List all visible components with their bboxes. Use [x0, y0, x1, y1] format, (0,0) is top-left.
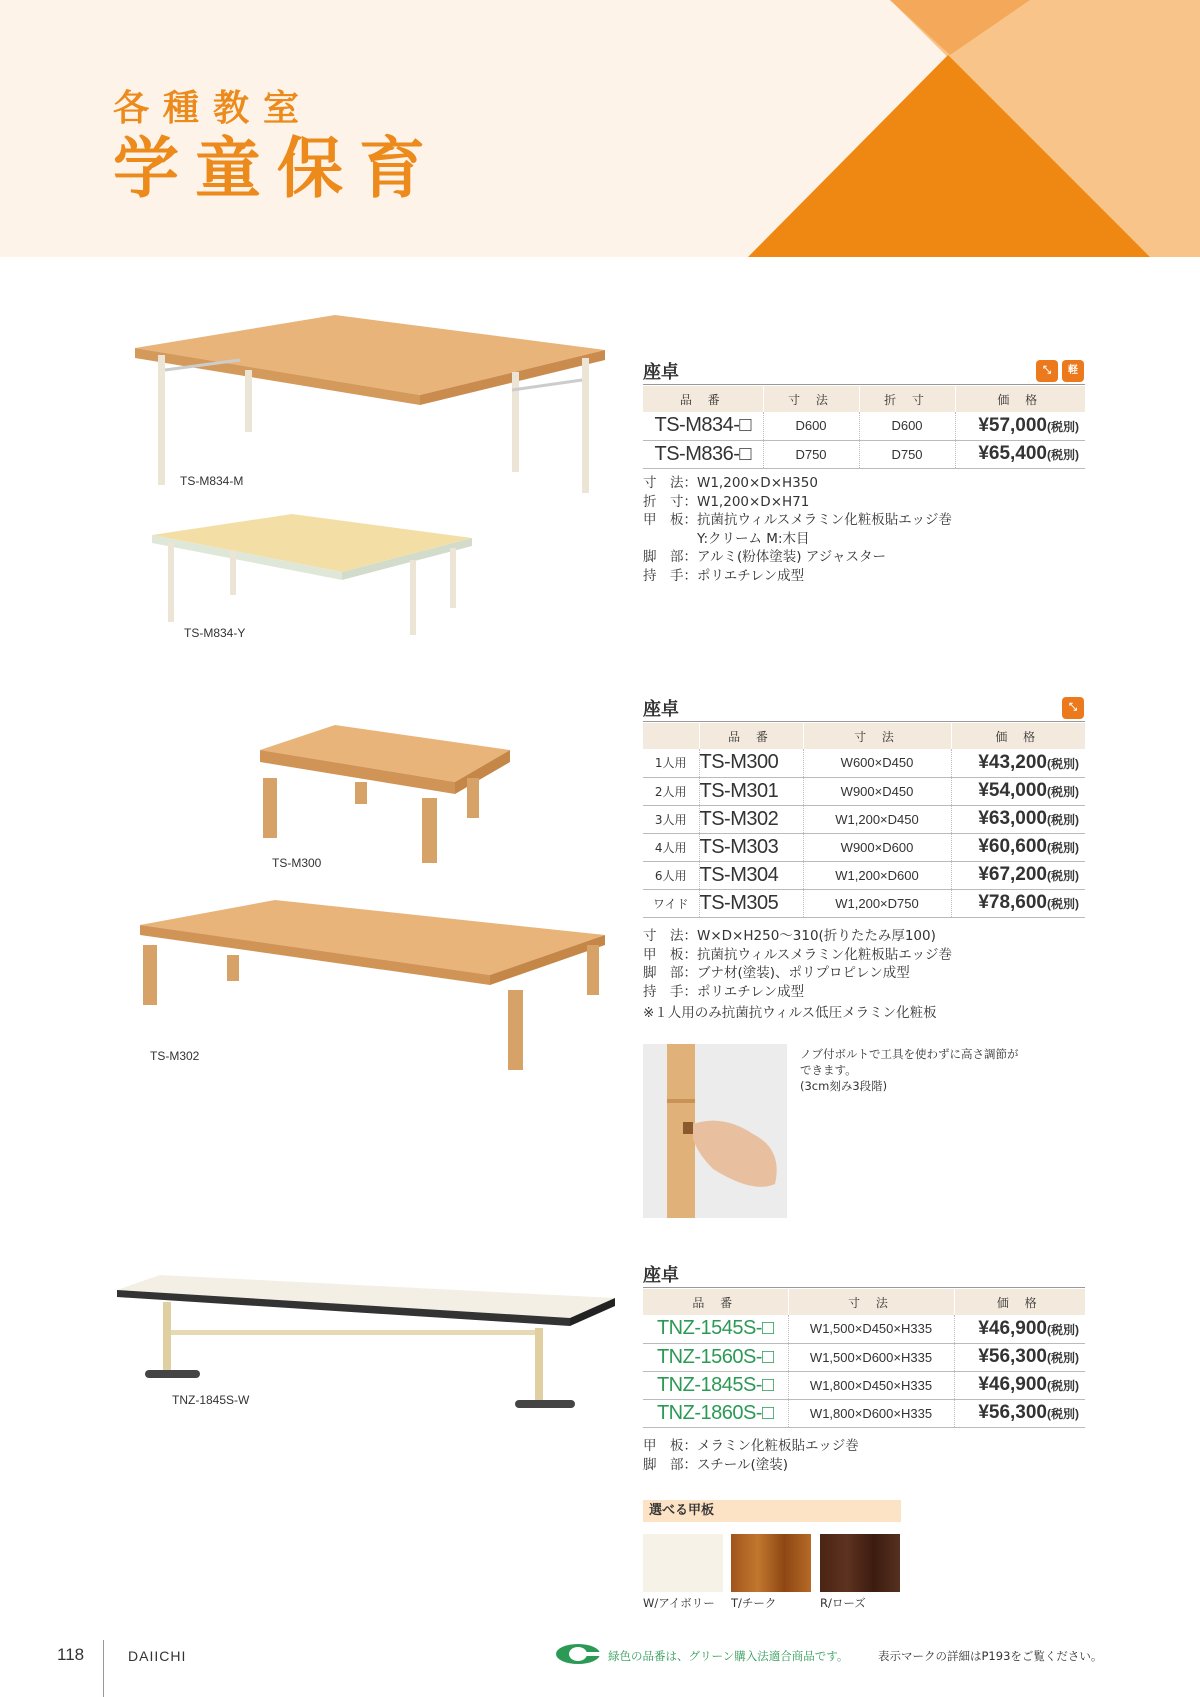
col-price: 価 格: [951, 723, 1085, 749]
product-price: ¥54,000(税別): [951, 777, 1085, 805]
note-line: 脚 部：スチール(塗装): [643, 1456, 788, 1473]
row-label: 3人用: [643, 805, 699, 833]
note-line: 甲 板：抗菌抗ウィルスメラミン化粧板貼エッジ巻: [643, 512, 953, 528]
product-code: TS-M834-□: [643, 412, 763, 440]
swatch-rose: [820, 1534, 900, 1592]
product-code: TS-M300: [699, 749, 803, 777]
note-line: 脚 部：ブナ材(塗装)、ポリプロピレン成型: [643, 965, 910, 981]
section2-table: [643, 723, 1085, 918]
table-row: [643, 889, 1085, 917]
col-size: 寸 法: [763, 386, 859, 412]
product-price: ¥46,900(税別): [954, 1371, 1085, 1399]
table-row: [643, 412, 1085, 440]
caption-ts-m834-m: TS-M834-M: [180, 474, 244, 488]
table-row: [643, 1315, 1085, 1343]
page-header: [0, 0, 1200, 257]
note-line: 甲 板：メラミン化粧板貼エッジ巻: [643, 1438, 859, 1454]
note-line: 寸 法：W×D×H250～310(折りたたみ厚100): [643, 928, 936, 944]
product-price: ¥56,300(税別): [954, 1399, 1085, 1427]
folding-mark-icon: ⤡: [1036, 360, 1058, 382]
section2-notes: [643, 927, 952, 1023]
section3-notes: [643, 1437, 859, 1474]
section3-table: [643, 1289, 1085, 1428]
product-price: ¥65,400(税別): [955, 440, 1085, 468]
swatch-ivory: [643, 1534, 723, 1592]
note-line: 持 手：ポリエチレン成型: [643, 983, 805, 1000]
section3-title: 座卓: [643, 1265, 679, 1286]
table-row: [643, 1399, 1085, 1427]
product-code: TNZ-1845S-□: [643, 1371, 788, 1399]
note-line: 脚 部：アルミ(粉体塗装) アジャスター: [643, 549, 886, 565]
top-board-options-title: 選べる甲板: [643, 1500, 901, 1522]
note-line: 甲 板：抗菌抗ウィルスメラミン化粧板貼エッジ巻: [643, 946, 953, 963]
product-price: ¥56,300(税別): [954, 1343, 1085, 1371]
product-code: TS-M304: [699, 861, 803, 889]
product-code: TNZ-1860S-□: [643, 1399, 788, 1427]
product-price: ¥57,000(税別): [955, 412, 1085, 440]
table-row: [643, 1371, 1085, 1399]
folding-mark-icon: ⤡: [1062, 697, 1084, 719]
product-price: ¥67,200(税別): [951, 861, 1085, 889]
row-label: 1人用: [643, 749, 699, 777]
product-size: W600×D450: [803, 749, 951, 777]
col-price: 価 格: [954, 1289, 1085, 1315]
product-fold: D750: [859, 440, 955, 468]
table-row: [643, 805, 1085, 833]
table-row: [643, 833, 1085, 861]
row-label: 4人用: [643, 833, 699, 861]
section1-divider: [643, 384, 1085, 385]
product-size: W1,500×D600×H335: [788, 1343, 954, 1371]
col-code: 品 番: [643, 386, 763, 412]
product-size: W1,200×D450: [803, 805, 951, 833]
table-row: [643, 440, 1085, 468]
footer-divider: [103, 1640, 104, 1697]
swatch-label: W/アイボリー: [643, 1596, 715, 1610]
adjuster-detail-text: ノブ付ボルトで工具を使わずに高さ調節が できます。 (3cm刻み3段階): [800, 1047, 1019, 1093]
col-size: 寸 法: [803, 723, 951, 749]
mark-reference-note: 表示マークの詳細はP193をご覧ください。: [878, 1649, 1103, 1663]
caption-ts-m302: TS-M302: [150, 1049, 200, 1063]
product-price: ¥43,200(税別): [951, 749, 1085, 777]
table-row: [643, 861, 1085, 889]
product-price: ¥63,000(税別): [951, 805, 1085, 833]
lightweight-mark-icon: 軽: [1062, 360, 1084, 382]
product-price: ¥78,600(税別): [951, 889, 1085, 917]
product-price: ¥60,600(税別): [951, 833, 1085, 861]
product-size: W900×D600: [803, 833, 951, 861]
note-line: Y:クリーム M:木目: [643, 530, 810, 547]
product-size: W1,800×D450×H335: [788, 1371, 954, 1399]
col-fold: 折 寸: [859, 386, 955, 412]
section2-title: 座卓: [643, 699, 679, 720]
table-row: [643, 1343, 1085, 1371]
col-size: 寸 法: [788, 1289, 954, 1315]
note-line: 折 寸：W1,200×D×H71: [643, 493, 810, 510]
product-code: TS-M302: [699, 805, 803, 833]
product-code: TS-M836-□: [643, 440, 763, 468]
product-size: D750: [763, 440, 859, 468]
product-size: W1,800×D600×H335: [788, 1399, 954, 1427]
product-image-ts-m834: [130, 310, 610, 670]
product-code: TS-M305: [699, 889, 803, 917]
caption-tnz-1845s-w: TNZ-1845S-W: [172, 1393, 250, 1407]
section3-divider: [643, 1287, 1085, 1288]
note-line: ※１人用のみ抗菌抗ウィルス低圧メラミン化粧板: [643, 1005, 937, 1021]
section1-title: 座卓: [643, 362, 679, 383]
product-code: TS-M301: [699, 777, 803, 805]
swatch-label: T/チーク: [731, 1596, 777, 1610]
product-code: TNZ-1545S-□: [643, 1315, 788, 1343]
product-size: D600: [763, 412, 859, 440]
row-label: ワイド: [643, 889, 699, 917]
page-number: 118: [57, 1645, 85, 1664]
table-row: [643, 749, 1085, 777]
product-size: W900×D450: [803, 777, 951, 805]
product-code: TS-M303: [699, 833, 803, 861]
row-label: 2人用: [643, 777, 699, 805]
product-code: TNZ-1560S-□: [643, 1343, 788, 1371]
table-row: [643, 777, 1085, 805]
product-image-ts-m300: [135, 720, 615, 1110]
caption-ts-m834-y: TS-M834-Y: [184, 626, 246, 640]
product-size: W1,500×D450×H335: [788, 1315, 954, 1343]
green-purchase-note: 緑色の品番は、グリーン購入法適合商品です。: [608, 1649, 849, 1663]
page-title: 学童保育: [113, 130, 441, 207]
section2-divider: [643, 721, 1085, 722]
col-price: 価 格: [955, 386, 1085, 412]
category-label: 各種教室: [113, 88, 314, 129]
col-code: 品 番: [643, 1289, 788, 1315]
product-fold: D600: [859, 412, 955, 440]
product-size: W1,200×D750: [803, 889, 951, 917]
section1-table: [643, 386, 1085, 469]
product-price: ¥46,900(税別): [954, 1315, 1085, 1343]
swatch-label: R/ローズ: [820, 1596, 866, 1610]
swatch-teak: [731, 1534, 811, 1592]
section1-notes: [643, 474, 952, 585]
green-purchase-logo-icon: [554, 1643, 602, 1665]
caption-ts-m300: TS-M300: [272, 856, 322, 870]
brand-name: DAIICHI: [128, 1648, 187, 1664]
col-code: 品 番: [699, 723, 803, 749]
note-line: 持 手：ポリエチレン成型: [643, 567, 805, 584]
adjuster-detail-photo: [643, 1044, 787, 1218]
note-line: 寸 法：W1,200×D×H350: [643, 475, 818, 491]
row-label: 6人用: [643, 861, 699, 889]
product-size: W1,200×D600: [803, 861, 951, 889]
